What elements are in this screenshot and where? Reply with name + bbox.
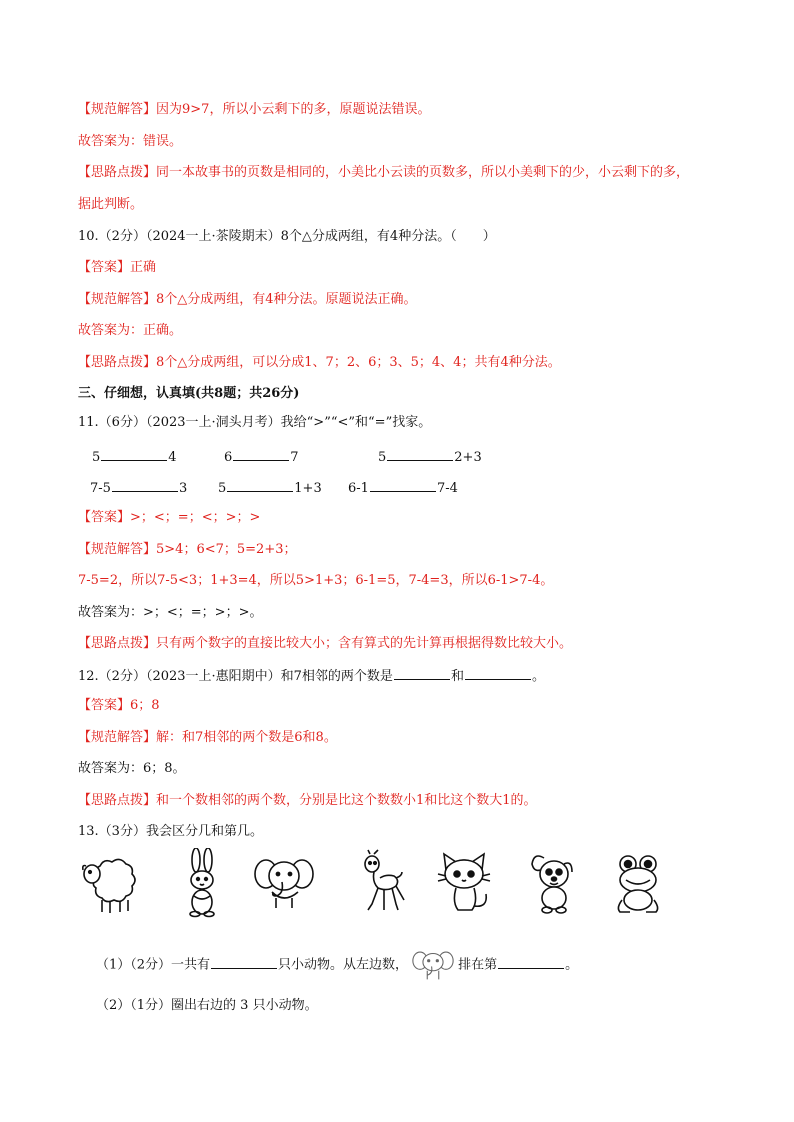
solution-tag: 【规范解答】 <box>78 102 157 117</box>
dog-icon[interactable] <box>524 848 588 918</box>
fill-blank[interactable] <box>394 665 450 680</box>
q12-question <box>78 665 545 687</box>
fill-blank[interactable] <box>227 477 293 492</box>
expr-left: 6-1 <box>348 481 369 496</box>
expr-right: 3 <box>178 481 188 496</box>
q11-expr-1 <box>92 446 177 468</box>
answer-tag: 【答案】 <box>78 510 131 525</box>
cat-icon[interactable] <box>434 848 498 918</box>
solution-text: 解：和7相邻的两个数是6和8。 <box>156 730 337 745</box>
q10-answer-line: 故答案为：正确。 <box>78 323 183 338</box>
fill-blank[interactable] <box>498 954 564 969</box>
q12-solution <box>78 728 337 748</box>
fill-blank[interactable] <box>465 665 531 680</box>
answer-text: 6；8 <box>130 698 160 713</box>
expr-right: 2+3 <box>454 450 482 465</box>
q11-expr-5 <box>218 477 322 499</box>
q12-answer-line: 故答案为：6；8。 <box>78 761 186 776</box>
section-title: 三、仔细想，认真填(共8题；共26分) <box>78 386 300 401</box>
q11-question: 11.（6分）（2023一上·洞头月考）我给“>”“<”和“=”找家。 <box>78 415 432 430</box>
hint-text: 和一个数相邻的两个数，分别是比这个数数小1和比这个数大1的。 <box>156 793 537 808</box>
solution-text: 8个△分成两组，有4种分法。原题说法正确。 <box>156 292 417 307</box>
expr-right: 7-4 <box>436 481 458 496</box>
q11-expr-6 <box>348 477 458 499</box>
fill-blank[interactable] <box>211 954 277 969</box>
q9-hint-line2: 据此判断。 <box>78 197 144 212</box>
fill-blank[interactable] <box>387 446 453 461</box>
solution-tag: 【规范解答】 <box>78 730 157 745</box>
frog-icon[interactable] <box>608 848 672 918</box>
elephant-icon[interactable] <box>252 848 316 918</box>
answer-tag: 【答案】 <box>78 698 131 713</box>
q11-expr-2 <box>224 446 299 468</box>
hint-tag: 【思路点拨】 <box>78 793 157 808</box>
q13-question: 13.（3分）我会区分几和第几。 <box>78 824 263 839</box>
q10-answer <box>78 258 156 278</box>
deer-icon[interactable] <box>348 848 412 918</box>
q9-answer-line: 故答案为：错误。 <box>78 134 183 149</box>
q11-solution-line2: 7-5=2，所以7-5<3；1+3=4，所以5>1+3；6-1=5，7-4=3，所以6-1>7-4。 <box>78 573 554 588</box>
solution-text: 5>4；6<7；5=2+3； <box>156 542 297 557</box>
question-text: 。 <box>565 957 579 973</box>
expr-right: 4 <box>168 450 177 465</box>
fill-blank[interactable] <box>101 446 167 461</box>
fill-blank[interactable] <box>233 446 289 461</box>
q10-solution <box>78 290 417 310</box>
expr-left: 7-5 <box>90 481 111 496</box>
hint-text: 8个△分成两组，可以分成1、7；2、6；3、5；4、4；共有4种分法。 <box>156 355 561 370</box>
expr-right: 7 <box>290 450 299 465</box>
q11-hint <box>78 634 572 654</box>
q13-sub2: （2）（1分）圈出右边的 3 只小动物。 <box>96 998 318 1013</box>
q11-solution <box>78 540 296 560</box>
q12-answer <box>78 696 160 716</box>
answer-text: >；<；=；<；>；> <box>130 510 261 525</box>
q11-answer <box>78 508 260 528</box>
question-text: 只小动物。从左边数， <box>278 957 409 973</box>
hint-tag: 【思路点拨】 <box>78 165 157 180</box>
q10-hint <box>78 353 561 373</box>
rabbit-icon[interactable] <box>170 848 234 918</box>
question-text: 12.（2分）（2023一上·惠阳期中）和7相邻的两个数是 <box>78 669 393 684</box>
animal-row <box>80 848 680 928</box>
solution-tag: 【规范解答】 <box>78 292 157 307</box>
fill-blank[interactable] <box>370 477 436 492</box>
sheep-icon[interactable] <box>80 848 144 918</box>
q12-hint <box>78 791 537 811</box>
solution-text: 因为9>7，所以小云剩下的多，原题说法错误。 <box>156 102 431 117</box>
q10-question: 10.（2分）（2024一上·茶陵期末）8个△分成两组，有4种分法。（ ） <box>78 229 496 244</box>
expr-right: 1+3 <box>294 481 322 496</box>
expr-left: 5 <box>92 450 101 465</box>
expr-left: 5 <box>218 481 227 496</box>
question-text: 。 <box>531 669 545 684</box>
q11-expr-3 <box>378 446 482 468</box>
hint-tag: 【思路点拨】 <box>78 355 157 370</box>
elephant-icon <box>410 946 456 984</box>
hint-text: 只有两个数字的直接比较大小；含有算式的先计算再根据得数比较大小。 <box>156 636 573 651</box>
hint-text: 同一本故事书的页数是相同的，小美比小云读的页数多，所以小美剩下的少，小云剩下的多， <box>156 165 690 180</box>
q13-sub1 <box>96 946 578 984</box>
hint-tag: 【思路点拨】 <box>78 636 157 651</box>
q11-answer-line: 故答案为：>；<；=；>；>。 <box>78 605 263 620</box>
q9-solution <box>78 100 430 120</box>
expr-left: 6 <box>224 450 233 465</box>
q11-expr-4 <box>90 477 187 499</box>
question-text: 和 <box>450 669 464 684</box>
question-text: （1）（2分）一共有 <box>96 957 211 973</box>
answer-tag: 【答案】 <box>78 260 131 275</box>
q9-hint <box>78 163 689 183</box>
question-text: 排在第 <box>458 957 498 973</box>
fill-blank[interactable] <box>112 477 178 492</box>
solution-tag: 【规范解答】 <box>78 542 157 557</box>
answer-text: 正确 <box>130 260 157 275</box>
expr-left: 5 <box>378 450 387 465</box>
